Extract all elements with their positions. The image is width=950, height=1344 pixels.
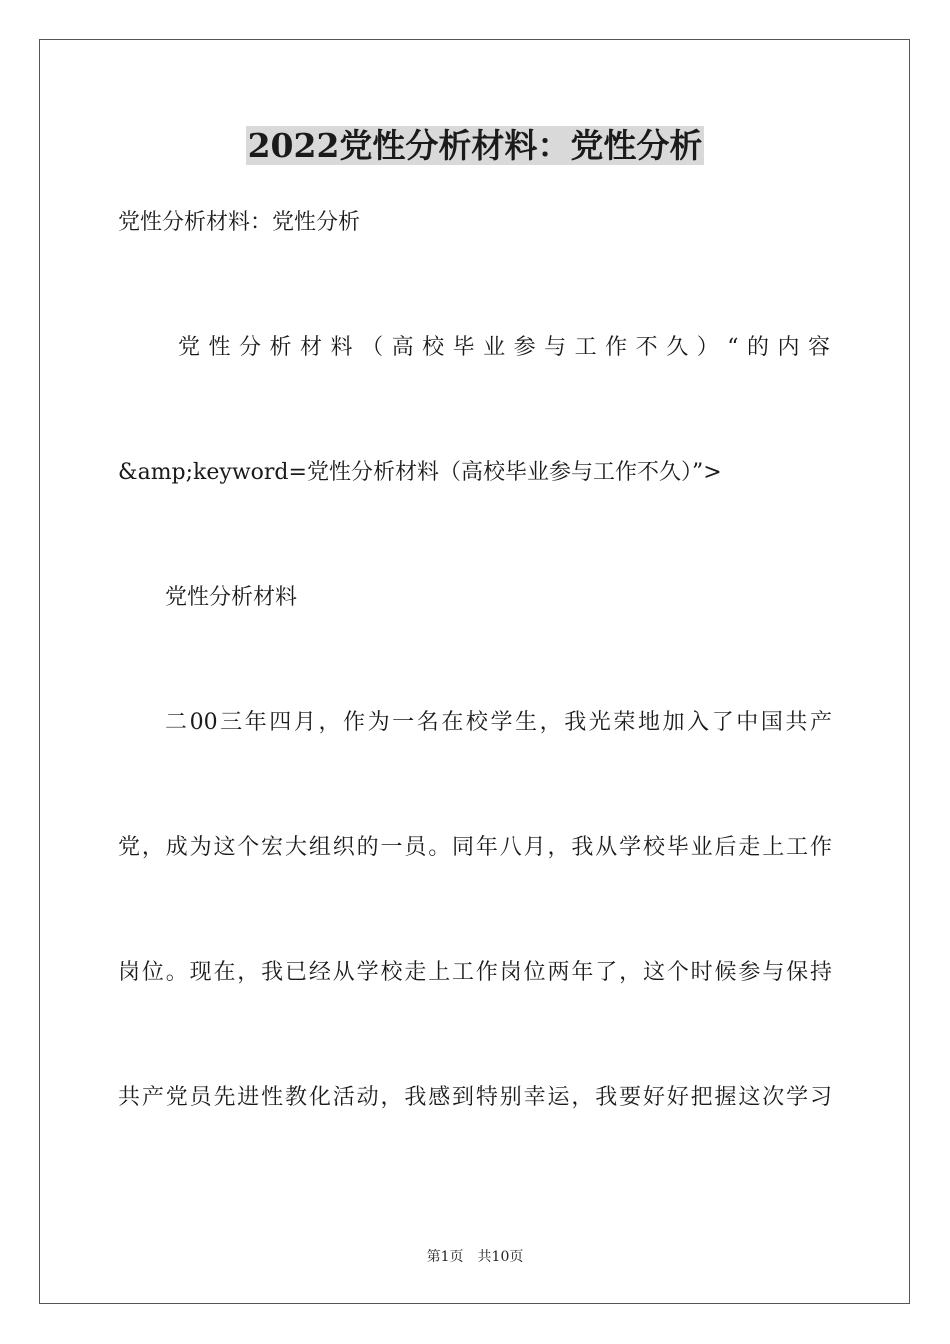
paragraph-line: 党性分析材料（高校毕业参与工作不久）“的内容 [178, 335, 832, 360]
paragraph-line: 岗位。现在，我已经从学校走上工作岗位两年了，这个时候参与保持 [118, 960, 832, 985]
paragraph-line: 党，成为这个宏大组织的一员。同年八月，我从学校毕业后走上工作 [118, 835, 832, 860]
section-heading: 党性分析材料 [165, 585, 298, 610]
paragraph-line: 共产党员先进性教化活动，我感到特别幸运，我要好好把握这次学习 [118, 1085, 832, 1110]
document-title [0, 122, 950, 170]
page-footer [0, 1247, 950, 1267]
paragraph-line: 二00三年四月，作为一名在校学生，我光荣地加入了中国共产 [165, 710, 832, 735]
page-number-current: 第1页 [426, 1249, 464, 1265]
page-number-total: 共10页 [477, 1249, 524, 1265]
paragraph-line: &amp;keyword=党性分析材料（高校毕业参与工作不久）”> [118, 460, 722, 485]
document-subtitle: 党性分析材料：党性分析 [118, 210, 361, 235]
document-title-text: 2022党性分析材料：党性分析 [247, 126, 703, 165]
